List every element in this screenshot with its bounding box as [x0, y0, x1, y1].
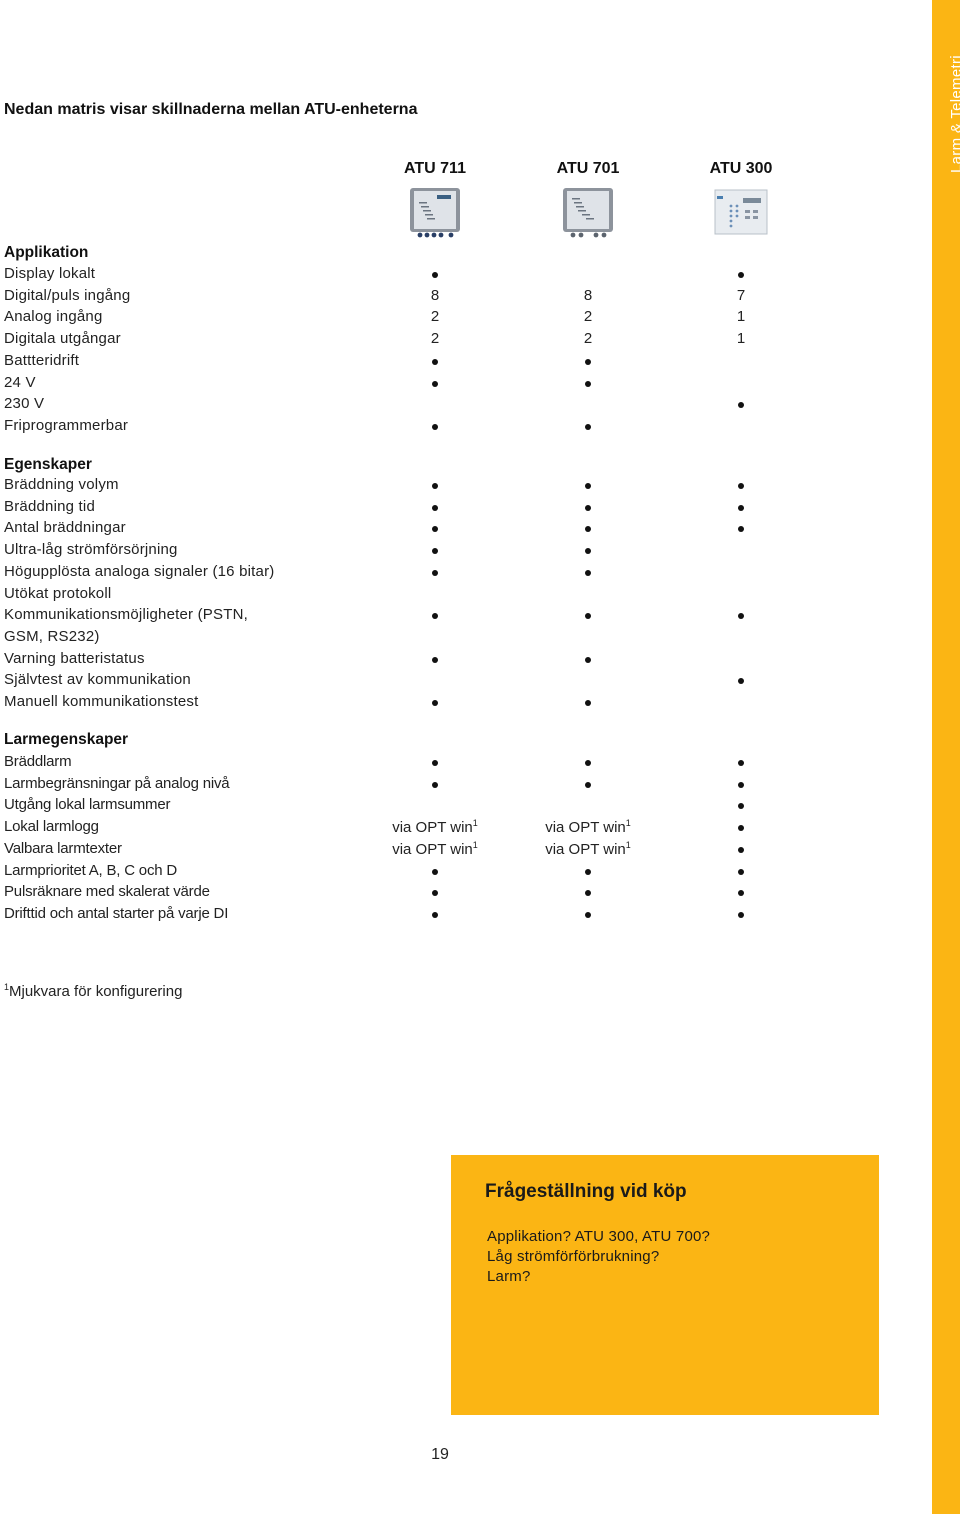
cell-atu711 [375, 352, 495, 369]
row-label: Självtest av kommunikation [4, 671, 191, 689]
footnote-mark: 1 [4, 982, 10, 992]
bullet-dot-icon [432, 548, 438, 554]
bullet-dot-icon [585, 359, 591, 365]
table-row [0, 862, 900, 882]
column-header-atu711: ATU 711 [404, 160, 466, 177]
footnote [4, 982, 182, 1000]
bullet-dot-icon [738, 483, 744, 489]
bullet-dot-icon [585, 782, 591, 788]
row-label: Larmbegränsningar på analog nivå [4, 774, 230, 792]
row-label: 24 V [4, 373, 36, 391]
table-row [0, 818, 900, 838]
cell-atu701 [528, 650, 648, 667]
column-header-atu701: ATU 701 [556, 160, 620, 177]
footnote-ref: 1 [472, 818, 478, 829]
bullet-dot-icon [585, 700, 591, 706]
cell-atu701 [528, 498, 648, 515]
table-row [0, 519, 900, 539]
bullet-dot-icon [432, 483, 438, 489]
cell-value: 2 [430, 308, 440, 326]
table-row [0, 650, 900, 670]
cell-atu711 [375, 519, 495, 536]
bullet-dot-icon [432, 570, 438, 576]
cell-atu701 [528, 862, 648, 879]
bullet-dot-icon [738, 869, 744, 875]
row-label: Högupplösta analoga signaler (16 bitar) [4, 562, 275, 580]
bullet-dot-icon [738, 782, 744, 788]
table-row [0, 498, 900, 518]
bullet-dot-icon [738, 825, 744, 831]
cell-atu300 [681, 395, 801, 412]
row-label: Larmprioritet A, B, C och D [4, 861, 177, 879]
row-label: Manuell kommunikationstest [4, 693, 199, 710]
page-heading: Nedan matris visar skillnaderna mellan ATU-enheterna [4, 101, 418, 118]
cell-atu701 [528, 308, 648, 325]
cell-atu300 [681, 883, 801, 900]
row-label: Varning batteristatus [4, 649, 145, 667]
row-label: Friprogrammerbar [4, 416, 129, 434]
footnote-ref: 1 [625, 839, 631, 850]
bullet-dot-icon [738, 847, 744, 853]
cell-atu711 [375, 862, 495, 879]
bullet-dot-icon [585, 505, 591, 511]
bullet-dot-icon [585, 526, 591, 532]
cell-value: 1 [736, 308, 746, 326]
bullet-dot-icon [738, 912, 744, 918]
side-stripe [932, 0, 960, 1514]
row-label: Bräddning tid [4, 497, 95, 515]
cell-atu300 [681, 905, 801, 922]
table-row [0, 476, 900, 496]
table-row [0, 563, 900, 583]
cell-atu300 [681, 840, 801, 857]
row-label: Battteridrift [4, 351, 80, 369]
bullet-dot-icon [585, 890, 591, 896]
row-label: Pulsräknare med skalerat värde [4, 883, 210, 901]
cell-value: via OPT win [545, 840, 626, 858]
cell-atu300 [681, 753, 801, 770]
table-row [0, 606, 900, 626]
bullet-dot-icon [432, 700, 438, 706]
cell-atu711 [375, 693, 495, 710]
cell-atu300 [681, 796, 801, 813]
bullet-dot-icon [738, 505, 744, 511]
row-label: Bräddning volym [4, 476, 119, 493]
cell-atu300 [681, 498, 801, 515]
bullet-dot-icon [432, 760, 438, 766]
cell-atu300 [681, 862, 801, 879]
cell-atu701 [528, 417, 648, 434]
row-label: GSM, RS232) [4, 627, 100, 645]
row-label: 230 V [4, 395, 45, 413]
row-label: Digital/puls ingång [4, 286, 131, 304]
bullet-dot-icon [432, 359, 438, 365]
bullet-dot-icon [738, 613, 744, 619]
bullet-dot-icon [738, 890, 744, 896]
bullet-dot-icon [738, 272, 744, 278]
row-label: Digitala utgångar [4, 330, 121, 348]
cell-atu701 [528, 330, 648, 347]
bullet-dot-icon [432, 505, 438, 511]
bullet-dot-icon [432, 526, 438, 532]
table-row [0, 541, 900, 561]
bullet-dot-icon [432, 869, 438, 875]
cell-atu701 [528, 693, 648, 710]
cell-atu711 [375, 753, 495, 770]
purchase-questions-box [451, 1155, 879, 1415]
cell-value: via OPT win [392, 840, 473, 858]
table-row [0, 374, 900, 394]
table-row [0, 417, 900, 437]
box-line: Applikation? ATU 300, ATU 700? [487, 1228, 711, 1245]
cell-atu300 [681, 308, 801, 325]
cell-atu701 [528, 519, 648, 536]
cell-atu701 [528, 541, 648, 558]
cell-atu701 [528, 775, 648, 792]
table-row [0, 693, 900, 713]
cell-atu701 [528, 753, 648, 770]
table-row [0, 395, 900, 415]
side-label [944, 55, 964, 175]
device-atu701-icon [560, 186, 616, 240]
section-title: Larmegenskaper [4, 731, 129, 748]
row-label: Analog ingång [4, 308, 103, 326]
device-atu711-icon [407, 186, 463, 240]
cell-atu701 [528, 606, 648, 623]
cell-value: 2 [583, 308, 593, 326]
device-atu300-icon [713, 186, 769, 240]
row-label: Bräddlarm [4, 753, 72, 770]
section-title: Applikation [4, 244, 89, 261]
bullet-dot-icon [738, 526, 744, 532]
bullet-dot-icon [738, 678, 744, 684]
cell-value: 2 [430, 330, 440, 348]
cell-atu701 [528, 563, 648, 580]
cell-atu711 [375, 476, 495, 493]
table-row [0, 883, 900, 903]
bullet-dot-icon [432, 912, 438, 918]
cell-value: via OPT win [545, 819, 626, 837]
table-row [0, 796, 900, 816]
cell-atu711 [375, 775, 495, 792]
row-label: Utgång lokal larmsummer [4, 796, 171, 814]
bullet-dot-icon [432, 424, 438, 430]
row-label: Ultra-låg strömförsörjning [4, 541, 178, 559]
footnote-ref: 1 [625, 818, 631, 829]
section-title: Egenskaper [4, 456, 92, 473]
cell-atu701 [528, 374, 648, 391]
cell-value: via OPT win [392, 819, 473, 837]
cell-atu300 [681, 265, 801, 282]
cell-atu711 [375, 308, 495, 325]
cell-atu300 [681, 775, 801, 792]
cell-atu711 [375, 606, 495, 623]
bullet-dot-icon [738, 402, 744, 408]
table-row [0, 840, 900, 860]
cell-atu711 [375, 417, 495, 434]
table-row [0, 753, 900, 773]
cell-atu711 [375, 840, 495, 858]
bullet-dot-icon [738, 760, 744, 766]
cell-atu711 [375, 265, 495, 282]
cell-atu300 [681, 287, 801, 304]
box-title: Frågeställning vid köp [485, 1181, 687, 1202]
row-label: Display lokalt [4, 265, 96, 282]
bullet-dot-icon [585, 613, 591, 619]
cell-atu711 [375, 498, 495, 515]
column-header-atu300: ATU 300 [709, 160, 773, 177]
cell-atu300 [681, 671, 801, 688]
table-row [0, 628, 900, 648]
cell-atu701 [528, 883, 648, 900]
cell-atu711 [375, 650, 495, 667]
bullet-dot-icon [738, 803, 744, 809]
box-lines [487, 1227, 710, 1287]
bullet-dot-icon [432, 613, 438, 619]
cell-atu711 [375, 287, 495, 304]
footnote-text: Mjukvara för konfigurering [9, 983, 183, 1000]
cell-atu300 [681, 476, 801, 493]
bullet-dot-icon [585, 912, 591, 918]
table-row [0, 671, 900, 691]
cell-atu300 [681, 519, 801, 536]
cell-atu300 [681, 818, 801, 835]
table-row [0, 585, 900, 605]
bullet-dot-icon [585, 657, 591, 663]
cell-atu701 [528, 818, 648, 836]
table-row [0, 905, 900, 925]
row-label: Kommunikationsmöjligheter (PSTN, [4, 606, 248, 624]
bullet-dot-icon [585, 483, 591, 489]
bullet-dot-icon [585, 548, 591, 554]
cell-atu711 [375, 330, 495, 347]
bullet-dot-icon [585, 760, 591, 766]
row-label: Antal bräddningar [4, 519, 126, 537]
bullet-dot-icon [432, 782, 438, 788]
cell-atu711 [375, 541, 495, 558]
cell-atu711 [375, 905, 495, 922]
bullet-dot-icon [585, 424, 591, 430]
cell-atu300 [681, 606, 801, 623]
cell-atu701 [528, 352, 648, 369]
box-line: Låg strömförförbrukning? [487, 1248, 660, 1265]
page-number: 19 [431, 1446, 449, 1463]
table-row [0, 308, 900, 328]
table-row [0, 352, 900, 372]
row-label: Valbara larmtexter [4, 839, 122, 857]
table-row [0, 775, 900, 795]
bullet-dot-icon [585, 869, 591, 875]
cell-atu711 [375, 563, 495, 580]
row-label: Utökat protokoll [4, 584, 112, 602]
cell-atu701 [528, 840, 648, 858]
table-row [0, 265, 900, 285]
bullet-dot-icon [432, 272, 438, 278]
bullet-dot-icon [585, 570, 591, 576]
bullet-dot-icon [585, 381, 591, 387]
cell-value: 7 [736, 286, 746, 304]
cell-value: 1 [736, 330, 746, 348]
cell-atu300 [681, 330, 801, 347]
cell-atu701 [528, 476, 648, 493]
row-label: Drifttid och antal starter på varje DI [4, 904, 229, 922]
cell-atu711 [375, 883, 495, 900]
table-row [0, 330, 900, 350]
bullet-dot-icon [432, 657, 438, 663]
box-line: Larm? [487, 1268, 531, 1285]
cell-value: 8 [430, 286, 440, 304]
cell-atu701 [528, 905, 648, 922]
row-label: Lokal larmlogg [4, 818, 99, 836]
table-row [0, 287, 900, 307]
cell-atu711 [375, 374, 495, 391]
bullet-dot-icon [432, 890, 438, 896]
cell-atu701 [528, 287, 648, 304]
footnote-ref: 1 [472, 839, 478, 850]
side-label-text: Larm & Telemetri [948, 55, 965, 173]
cell-atu711 [375, 818, 495, 836]
cell-value: 8 [583, 286, 593, 304]
bullet-dot-icon [432, 381, 438, 387]
cell-value: 2 [583, 330, 593, 348]
